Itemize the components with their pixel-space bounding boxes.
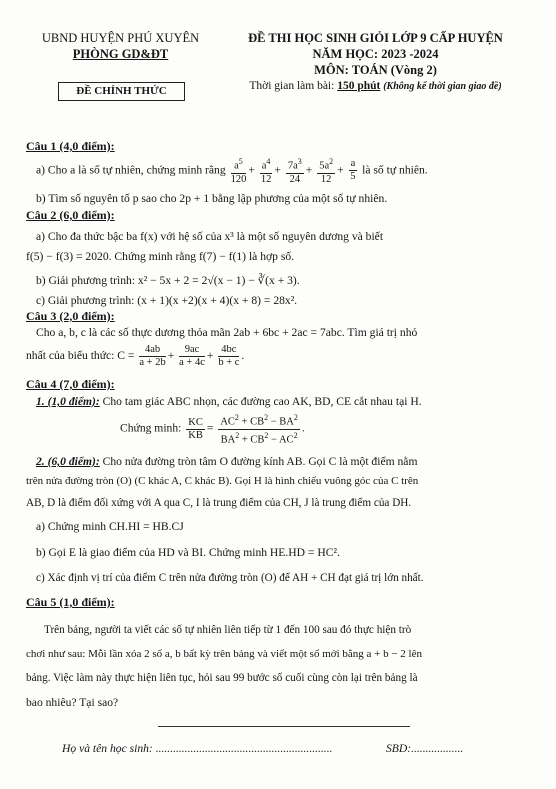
frac-7a3-24: $\frac{7a^3}{24}$: [287, 157, 302, 185]
q1-a-suffix: là số tự nhiên.: [362, 163, 428, 177]
q4-part2-line3: AB, D là điểm đối xứng với A qua C, I là trung điểm của CH, J là trung điểm của DH.: [26, 497, 412, 509]
q1-title: Câu 1 (4,0 điểm):: [26, 139, 115, 153]
time-label: Thời gian làm bài:: [249, 80, 335, 92]
exam-title: ĐỀ THI HỌC SINH GIỎI LỚP 9 CẤP HUYỆN: [248, 31, 503, 45]
q2-title: Câu 2 (6,0 điểm):: [26, 208, 115, 222]
q2-part-a-line2: f(5) − f(3) = 2020. Chứng minh rằng f(7) − f(1) là hợp số.: [26, 250, 295, 263]
issuer-block: [28, 30, 213, 62]
frac-4bc: $\frac{4bc}{b + c}$: [218, 344, 240, 368]
q3-title: Câu 3 (2,0 điểm):: [26, 309, 115, 323]
frac-a5-120: $\frac{a^5}{120}$: [230, 157, 247, 185]
frac-9ac: $\frac{9ac}{a + 4c}$: [179, 344, 205, 368]
frac-kc-kb: $\frac{KC}{KB}$: [188, 416, 203, 441]
issuer-name: UBND HUYỆN PHÚ XUYÊN: [41, 31, 200, 45]
q4-p1-formula: Chứng minh: $\frac{KC}{KB}$ = $\frac{AC^2 + CB^2 - BA^2}{BA^2 + CB^2 - AC^2}$ .: [120, 413, 305, 445]
q5-line4: bao nhiêu? Tại sao?: [26, 696, 119, 709]
q2-part-a-line1: a) Cho đa thức bậc ba f(x) với hệ số của x³ là một số nguyên dương và biết: [36, 230, 384, 243]
q4-p2-text: Cho nửa đường tròn tâm O đường kính AB. Gọi C là một điểm nằm: [102, 455, 418, 468]
q4-title: Câu 4 (7,0 điểm):: [26, 377, 115, 391]
q4-part-c: c) Xác định vị trí của điểm C trên nửa đường tròn (O) để AH + CH đạt giá trị lớn nhất.: [36, 572, 424, 584]
time-note: (Không kể thời gian giao đề): [383, 81, 502, 92]
q4-p2-label: 2. (6,0 điểm):: [36, 455, 100, 468]
q3-line2: nhất của biểu thức: C = $\frac{4ab}{a + 2b}$ + $\frac{9ac}{a + 4c}$ + $\frac{4bc}{b + c}$ .: [26, 344, 245, 368]
time-line: [218, 78, 533, 95]
q4-p1-prove: Chứng minh:: [120, 421, 182, 435]
frac-a-5: $\frac{a}{5}$: [350, 158, 356, 183]
q4-p1-text: Cho tam giác ABC nhọn, các đường cao AK, BD, CE cắt nhau tại H.: [102, 395, 422, 408]
q5-line3: bảng. Việc làm này thực hiện liên tục, hỏi sau 99 bước số cuối cùng còn lại trên bảng là: [26, 672, 418, 684]
frac-5a2-12: $\frac{5a^2}{12}$: [319, 157, 334, 185]
q1-part-a: a) Cho a là số tự nhiên, chứng minh rằng $\frac{a^5}{120}$ + $\frac{a^4}{12}$ + $\frac{7a^3}{24}$ + $\frac{5a^2}{12}$ + $\frac{a}{5}$ là số tự nhiên.: [36, 157, 428, 185]
frac-a4-12: $\frac{a^4}{12}$: [260, 157, 272, 185]
q1-part-b: b) Tìm số nguyên tố p sao cho 2p + 1 bằng lập phương của một số tự nhiên.: [36, 192, 388, 205]
subject: MÔN: TOÁN (Vòng 2): [314, 63, 437, 77]
frac-ac2-cb2-ba2: $\frac{AC^2 + CB^2 - BA^2}{BA^2 + CB^2 - AC^2}$: [220, 413, 298, 445]
q2-part-b: b) Giải phương trình: x² − 5x + 2 = 2√(x − 1) − ∛(x + 3).: [36, 274, 300, 287]
school-year: NĂM HỌC: 2023 -2024: [312, 47, 439, 61]
q4-part2-line1: [36, 455, 417, 468]
q4-p1-label: 1. (1,0 điểm):: [36, 395, 100, 408]
frac-4ab: $\frac{4ab}{a + 2b}$: [139, 344, 166, 368]
q5-title: Câu 5 (1,0 điểm):: [26, 595, 115, 609]
student-name-field: Họ và tên học sinh: .............................................................: [62, 742, 333, 755]
q3-expression-label: nhất của biểu thức: C =: [26, 349, 135, 363]
time-value: 150 phút: [337, 80, 381, 92]
end-divider: [158, 726, 410, 727]
q2-part-c: c) Giải phương trình: (x + 1)(x +2)(x + 4)(x + 8) = 28x².: [36, 294, 298, 307]
exam-title-block: [218, 30, 533, 95]
q4-part-b: b) Gọi E là giao điểm của HD và BI. Chứng minh HE.HD = HC².: [36, 546, 340, 559]
q3-line1: Cho a, b, c là các số thực dương thỏa mãn 2ab + 6bc + 2ac = 7abc. Tìm giá trị nhỏ: [36, 326, 418, 339]
official-stamp: ĐỀ CHÍNH THỨC: [58, 82, 185, 101]
q5-line2: chơi như sau: Mỗi lần xóa 2 số a, b bất kỳ trên bảng và viết một số mới bằng a + b − 2 lên: [26, 648, 422, 660]
q1-a-prefix: a) Cho a là số tự nhiên, chứng minh rằng: [36, 163, 226, 177]
q4-part2-line2: trên nửa đường tròn (O) (C khác A, C khác B). Gọi H là hình chiếu vuông góc của C trên: [26, 475, 419, 487]
q4-part-a: a) Chứng minh CH.HI = HB.CJ: [36, 520, 184, 533]
q5-line1: Trên bảng, người ta viết các số tự nhiên liên tiếp từ 1 đến 100 sau đó thực hiện trò: [44, 624, 412, 636]
candidate-number-field: SBD:..................: [386, 742, 464, 755]
q4-part1: [36, 395, 422, 408]
department-name: PHÒNG GD&ĐT: [72, 47, 169, 61]
